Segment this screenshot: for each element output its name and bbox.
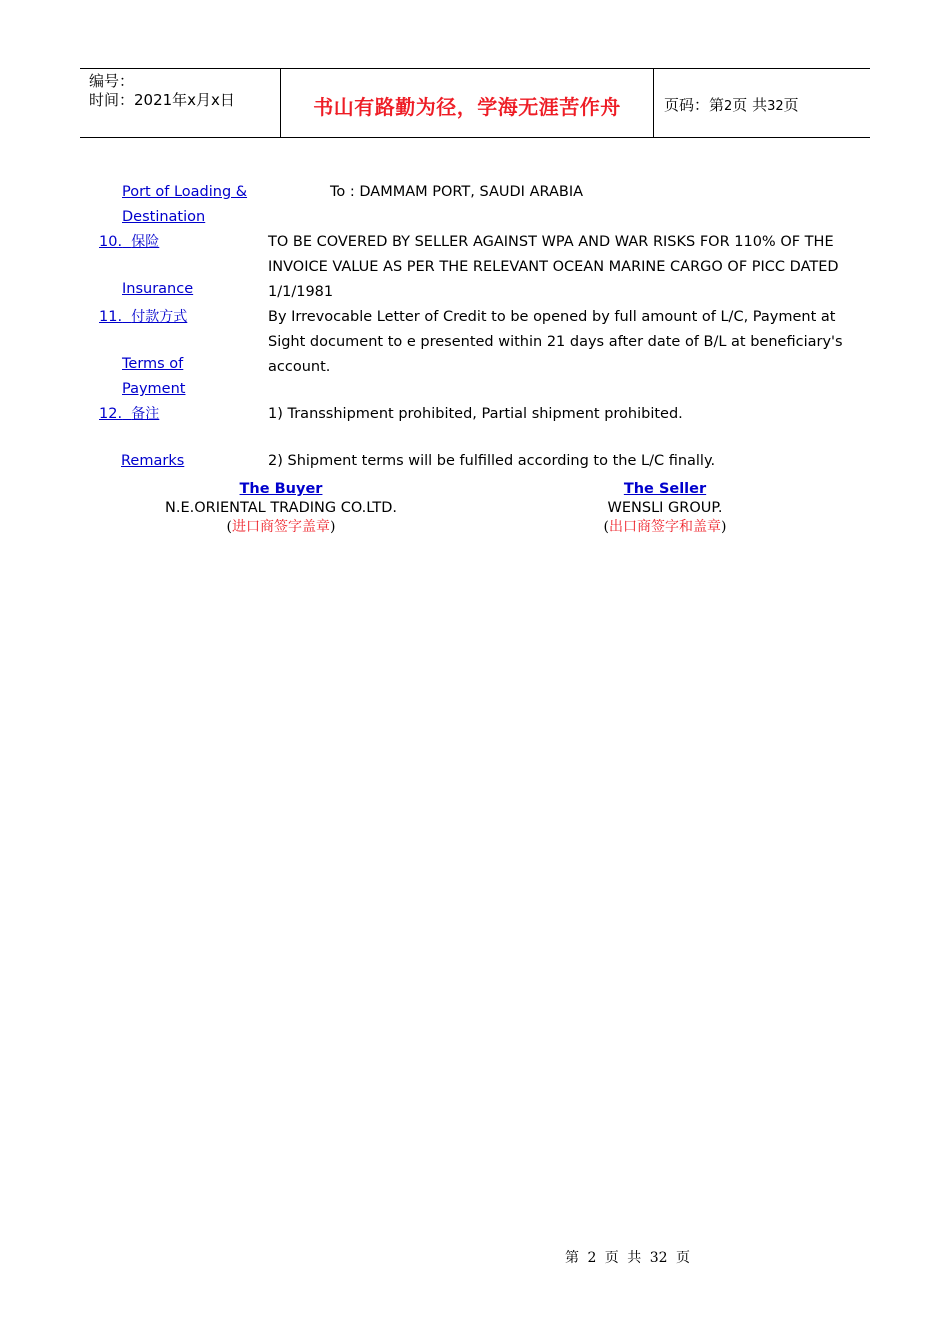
insurance-link[interactable]: Insurance [122, 281, 194, 297]
remarks-link[interactable]: Remarks [121, 453, 185, 469]
clause-11-link[interactable] [99, 305, 187, 330]
header-motto-cell [281, 69, 654, 137]
page-end: 页 [783, 96, 799, 114]
port-of-loading-link[interactable]: Port of Loading & [122, 184, 248, 200]
seller-signature [515, 480, 815, 537]
clause-11-cn: 付款方式 [131, 309, 188, 325]
header-meta-cell [80, 69, 281, 137]
page-header [80, 68, 870, 138]
clause-12-link[interactable] [99, 402, 159, 427]
clause-12-cn: 备注 [131, 406, 160, 422]
remark-2: 2) Shipment terms will be fulfilled according to the L/C finally. [268, 453, 716, 469]
page-label: 页码：第 [664, 96, 725, 114]
terms-of-link[interactable]: Terms of [122, 356, 184, 372]
seller-company: WENSLI GROUP. [607, 500, 723, 516]
clause-10-link[interactable] [99, 230, 159, 255]
header-page-cell [654, 69, 870, 137]
buyer-stamp-text: 进口商签字盖章 [232, 519, 330, 535]
insurance-text: TO BE COVERED BY SELLER AGAINST WPA AND WAR RISKS FOR 110% OF THE INVOICE VALUE AS PER THE RELEVANT OCEAN MARINE CARGO OF PICC DATED 1/1/1981 [268, 234, 839, 300]
page-mid: 页 共 [732, 96, 768, 114]
clause-10-cn: 保险 [131, 234, 160, 250]
date-label: 时间：2021年x月x日 [89, 91, 235, 109]
buyer-title-link[interactable]: The Buyer [239, 481, 323, 497]
buyer-company: N.E.ORIENTAL TRADING CO.LTD. [164, 500, 397, 516]
page-total: 32 [767, 99, 784, 114]
clause-11-number: 11. [99, 309, 123, 325]
remark-1: 1) Transshipment prohibited, Partial shipment prohibited. [268, 406, 683, 422]
seller-title-link[interactable]: The Seller [623, 481, 707, 497]
destination-link[interactable]: Destination [122, 209, 206, 225]
clause-10-number: 10. [99, 234, 123, 250]
buyer-stamp-note: (进口商签字盖章) [226, 519, 336, 535]
clause-12-number: 12. [99, 406, 123, 422]
buyer-signature [131, 480, 431, 537]
page-current: 2 [724, 99, 733, 114]
code-label: 编号： [89, 72, 135, 90]
page-footer: 第 2 页 共 32 页 [565, 1250, 690, 1266]
page-indicator [664, 94, 799, 115]
payment-text: By Irrevocable Letter of Credit to be opened by full amount of L/C, Payment at Sight document to e presented within 21 days after date of B/L at beneficiary's account. [268, 309, 843, 375]
payment-link[interactable]: Payment [122, 381, 186, 397]
destination-text: To : DAMMAM PORT, SAUDI ARABIA [330, 184, 584, 200]
seller-stamp-text: 出口商签字和盖章 [609, 519, 721, 535]
motto: 书山有路勤为径，学海无涯苦作舟 [313, 95, 621, 119]
seller-stamp-note: (出口商签字和盖章) [603, 519, 727, 535]
